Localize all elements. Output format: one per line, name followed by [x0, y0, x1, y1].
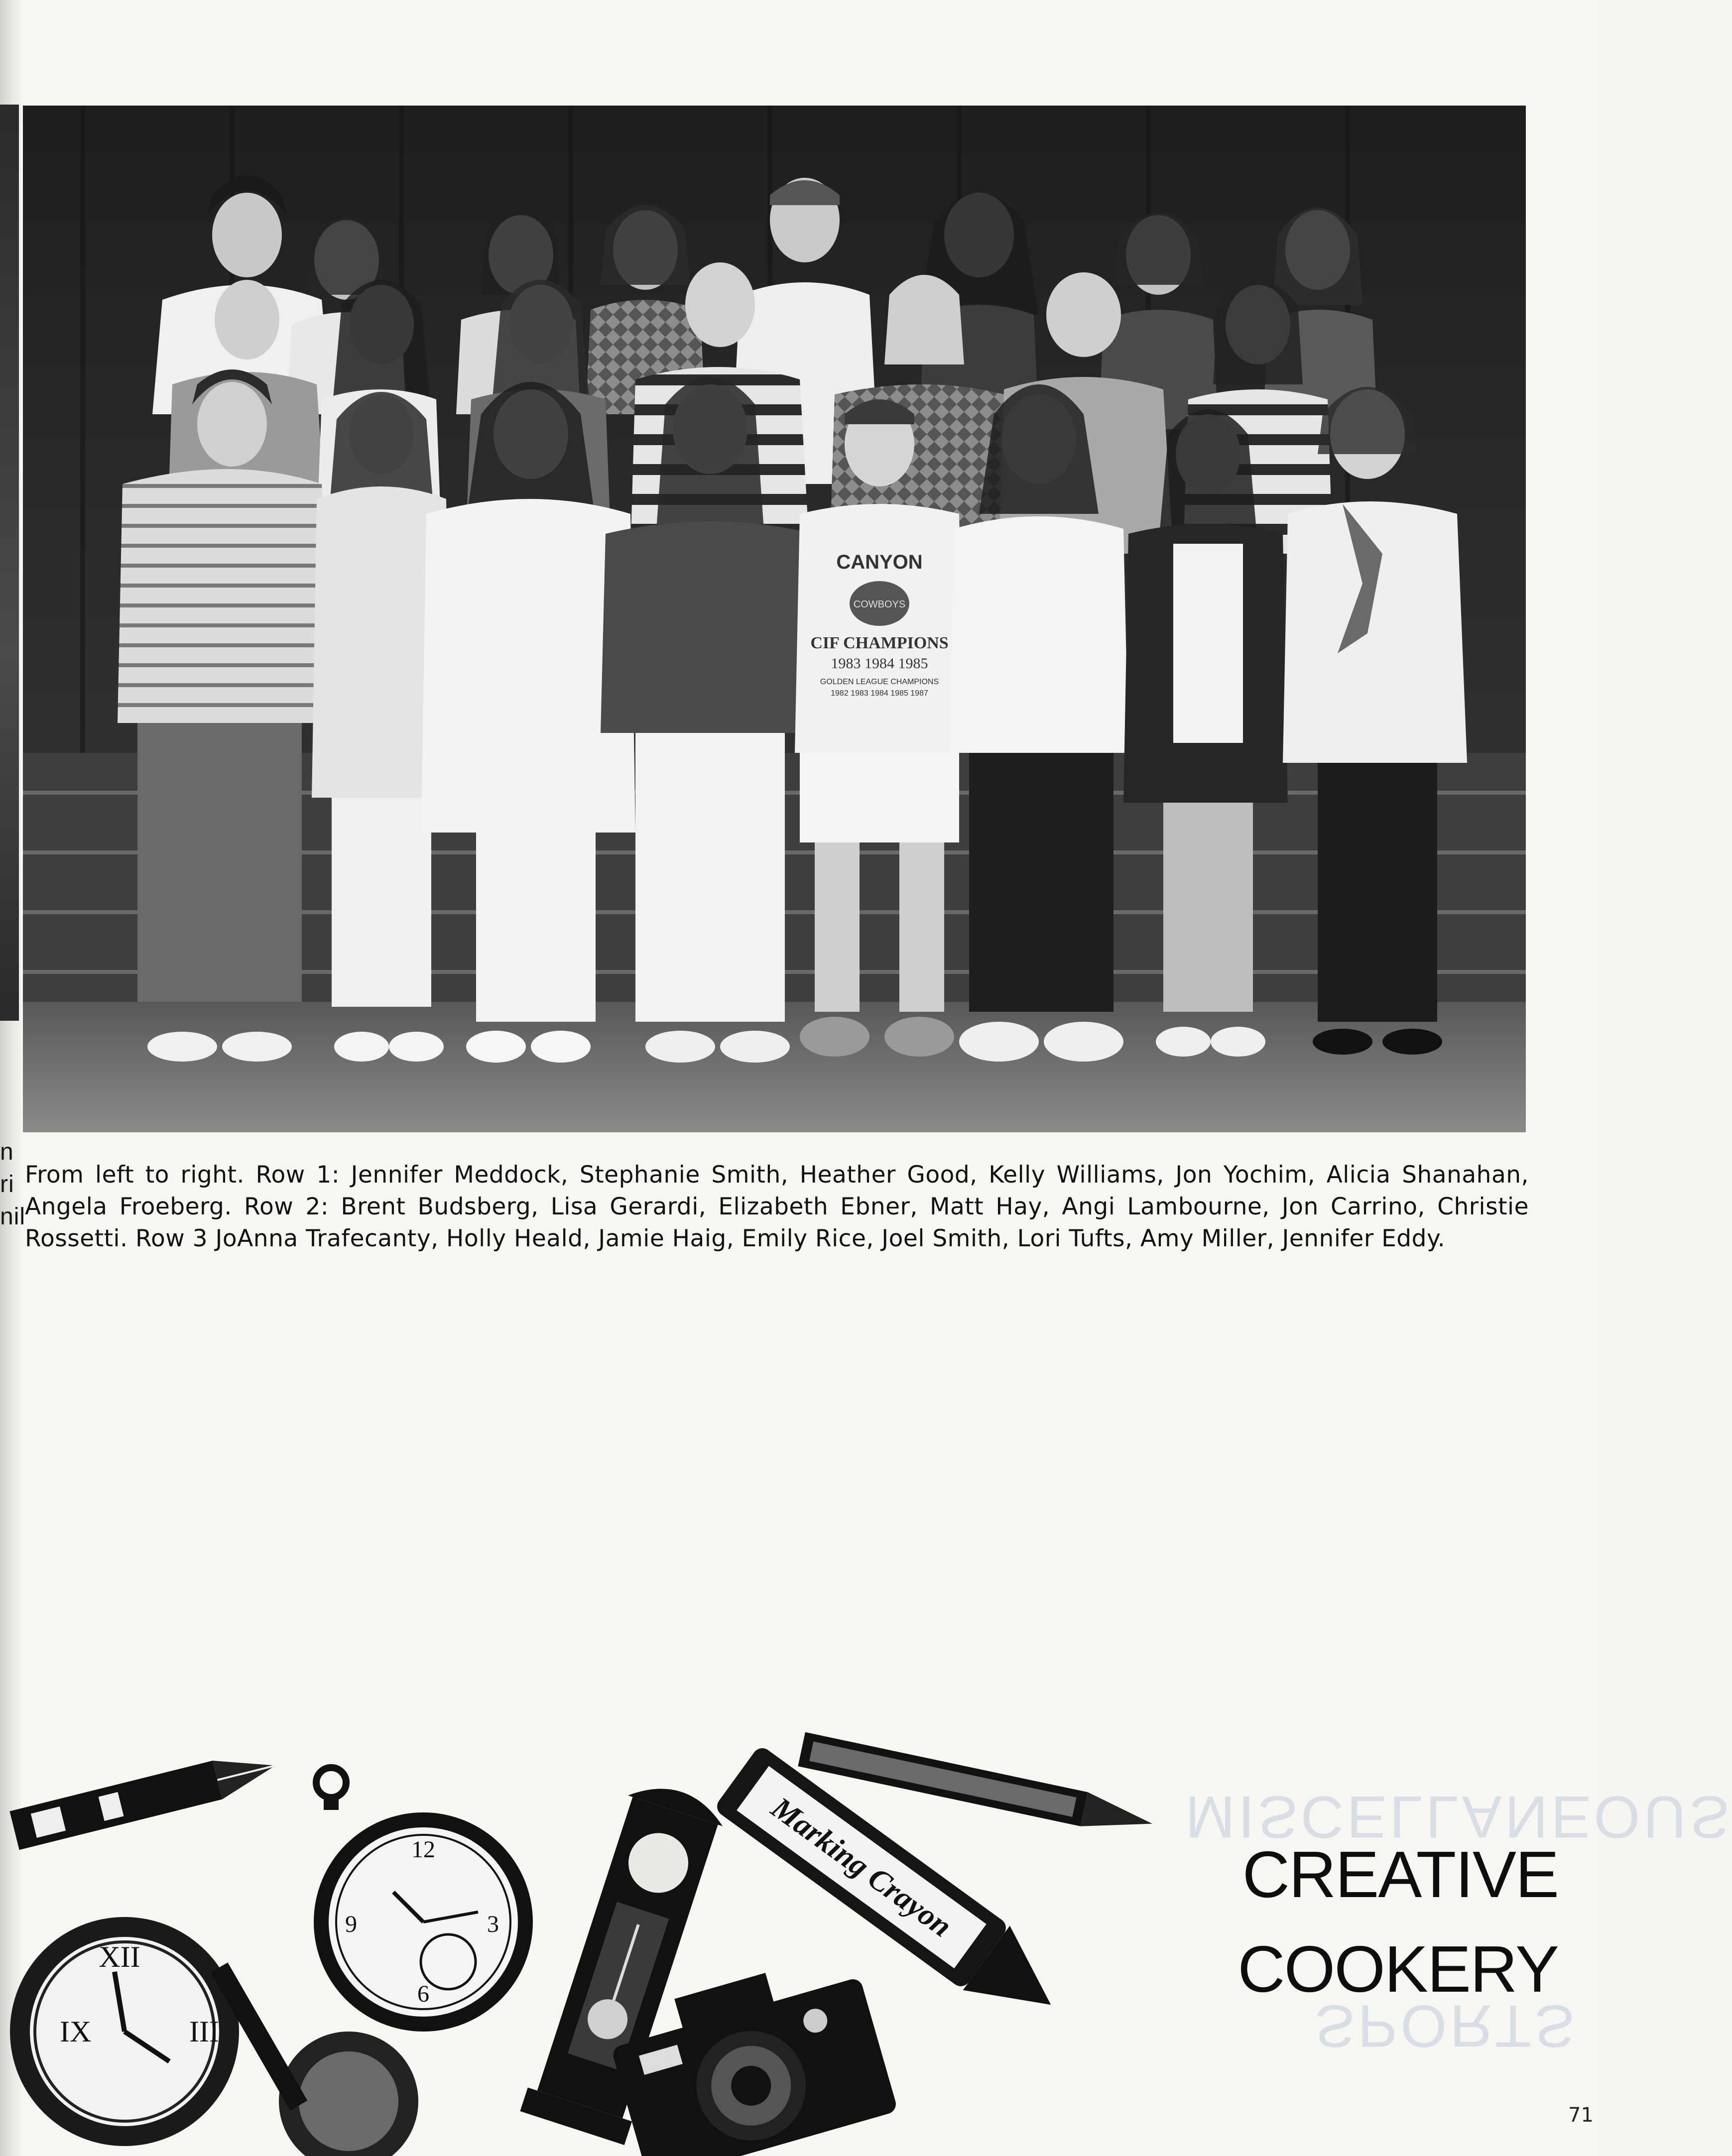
shirt-logo-text: COWBOYS	[853, 599, 906, 610]
bleed-through-text: SPORTS	[1315, 1993, 1578, 2059]
section-heading-line: CREATIVE	[1242, 1838, 1558, 1911]
pocket-watch-icon	[10, 1917, 239, 2146]
clipart-collage	[0, 1743, 1195, 2156]
pen-nib-icon	[9, 1746, 280, 1850]
shirt-line3: GOLDEN LEAGUE CHAMPIONS	[820, 678, 939, 686]
crayon-label: Marking Crayon	[765, 1791, 958, 1944]
shirt-line4: 1982 1983 1984 1985 1987	[831, 689, 928, 698]
svg-text:12: 12	[411, 1836, 435, 1863]
adjacent-page-text-fragment: ri	[0, 1171, 14, 1198]
shirt-team-text: CANYON	[836, 551, 923, 573]
group-photo	[23, 106, 1526, 1132]
adjacent-page-text-fragment: n	[0, 1139, 14, 1165]
shirt-line2: 1983 1984 1985	[831, 655, 928, 672]
photo-caption: From left to right. Row 1: Jennifer Meddock, Stephanie Smith, Heather Good, Kelly Williams, Jon Yochim, Alicia Shanahan, Angela Froeberg. Row 2: Brent Budsberg, Lisa Gerardi, Elizabeth Ebner, Matt Hay, Angi Lambourne, Jon Carrino, Christie Rossetti. Row 3 JoAnna Trafecanty, Holly Heald, Jamie Haig, Emily Rice, Joel Smith, Lori Tufts, Amy Miller, Jennifer Eddy.	[25, 1161, 1529, 1252]
section-heading	[1237, 1827, 1558, 2017]
svg-text:IX: IX	[60, 2015, 92, 2048]
shirt-line1: CIF CHAMPIONS	[810, 634, 949, 652]
adjacent-page-text-fragment: nil	[0, 1203, 26, 1230]
section-heading-line: COOKERY	[1237, 1932, 1558, 2006]
svg-text:6: 6	[417, 1981, 429, 2007]
svg-text:III: III	[189, 2015, 219, 2048]
page-number: 71	[1568, 2104, 1594, 2127]
pocket-watch-icon	[314, 1768, 533, 2032]
svg-text:9: 9	[345, 1911, 357, 1937]
svg-text:3: 3	[487, 1911, 499, 1937]
bleed-through-text: MISCELLANEOUS	[1185, 1784, 1732, 1850]
svg-text:XII: XII	[99, 1940, 140, 1973]
adjacent-page-photo-edge	[0, 105, 19, 1021]
